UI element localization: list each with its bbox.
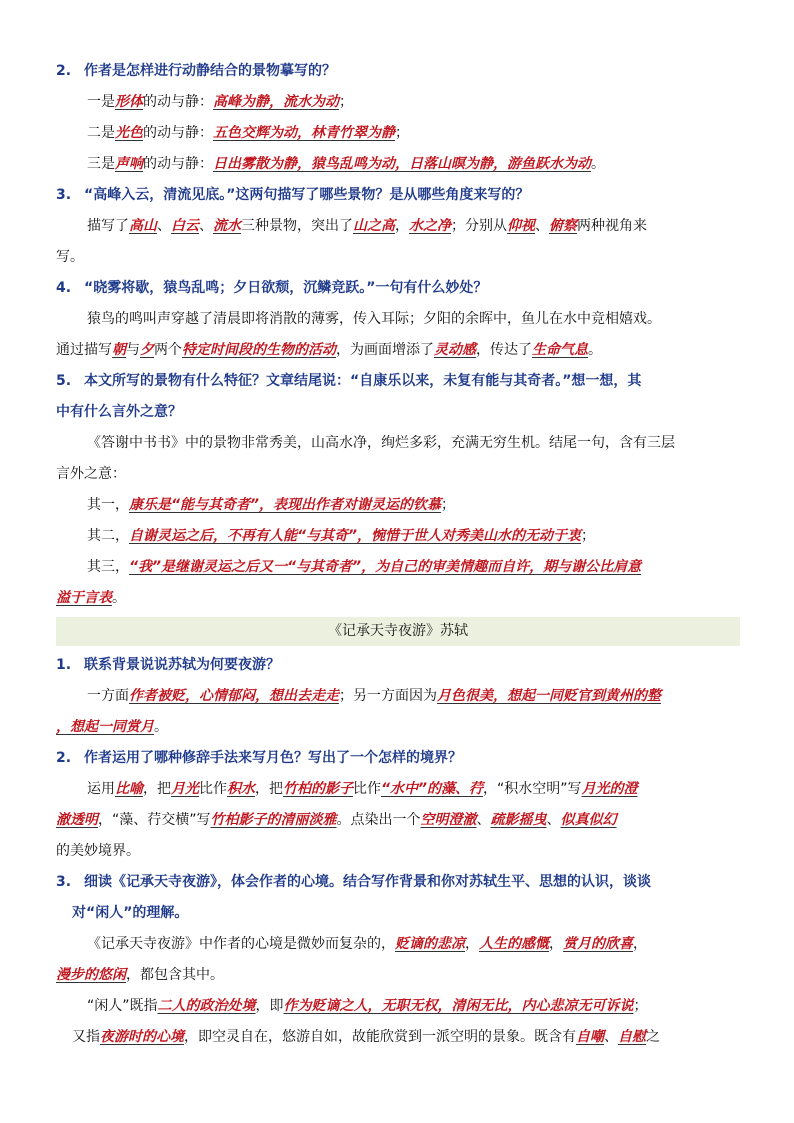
text-span: 、 — [476, 812, 491, 828]
answer-keyword: 比喻 — [115, 781, 143, 797]
text-span: 两个 — [154, 342, 182, 358]
question-s2-3-cont — [56, 898, 740, 929]
answer-keyword: 赏月的欣喜 — [563, 936, 633, 952]
answer-keyword: 人生的感慨 — [479, 936, 549, 952]
answer-5-line-2 — [56, 459, 740, 490]
answer-keyword: 自慰 — [618, 1029, 646, 1045]
text-span: 三是 — [87, 156, 115, 172]
text-span: 的动与静： — [143, 94, 213, 110]
answer-keyword: 空明澄澈 — [420, 812, 477, 828]
answer-s2-2-line-3 — [56, 836, 740, 867]
answer-keyword: 溢于言表 — [56, 590, 112, 606]
answer-keyword: 康乐是“能与其奇者”，表现出作者对谢灵运的钦慕 — [129, 497, 442, 513]
answer-keyword: 二人的政治处境 — [157, 998, 256, 1014]
text-span: 的美妙境界。 — [56, 843, 140, 859]
text-span: 联系背景说说苏轼为何要夜游？ — [84, 657, 280, 673]
question-5-cont — [56, 397, 740, 428]
text-span: ；另一方面因为 — [339, 688, 437, 704]
answer-5-point-2 — [56, 521, 740, 552]
text-span: 之 — [646, 1029, 660, 1045]
text-span: 、 — [535, 218, 549, 234]
answer-keyword: 月光的澄 — [581, 781, 638, 797]
answer-s2-3-line-4 — [56, 1022, 740, 1053]
text-span: 二是 — [87, 125, 115, 141]
answer-keyword: 俯察 — [549, 218, 577, 234]
text-span: 细读《记承天寺夜游》，体会作者的心境。结合写作背景和你对苏轼生平、思想的认识，谈谈 — [84, 874, 651, 890]
answer-keyword: “水中”的藻、荇 — [381, 781, 484, 797]
answer-keyword: 朝 — [112, 342, 126, 358]
answer-keyword: 疏影摇曳 — [490, 812, 547, 828]
answer-s2-2-line-2 — [56, 805, 740, 836]
answer-keyword: 澈透明 — [56, 812, 98, 828]
text-span: ， — [465, 936, 479, 952]
text-span: 、 — [604, 1029, 618, 1045]
section-title: 《记承天寺夜游》苏轼 — [328, 623, 468, 639]
question-s2-2 — [56, 743, 740, 774]
text-span: ； — [441, 497, 456, 513]
text-span: 比作 — [353, 781, 381, 797]
question-s2-3 — [56, 867, 740, 898]
answer-keyword: 流水 — [213, 218, 241, 234]
answer-keyword: 竹柏的影子 — [283, 781, 353, 797]
answer-keyword: 形体 — [115, 94, 143, 110]
answer-keyword: 水之净 — [409, 218, 451, 234]
answer-keyword: 山之高 — [353, 218, 395, 234]
text-span: 1. — [56, 657, 72, 673]
text-span: “高峰入云，清流见底。”这两句描写了哪些景物？是从哪些角度来写的？ — [84, 187, 530, 203]
text-span: 比作 — [199, 781, 227, 797]
question-5 — [56, 366, 740, 397]
text-span: 。 — [588, 342, 602, 358]
answer-5-point-1 — [56, 490, 740, 521]
answer-s2-1-line-1 — [56, 681, 740, 712]
answer-4-line-1 — [56, 304, 740, 335]
question-s2-1 — [56, 650, 740, 681]
text-span: 与 — [126, 342, 140, 358]
question-3 — [56, 180, 740, 211]
text-span: ，即 — [255, 998, 284, 1014]
text-span: 言外之意： — [56, 466, 126, 482]
text-span: ，把 — [143, 781, 171, 797]
text-span: 一方面 — [87, 688, 129, 704]
answer-keyword: 积水 — [227, 781, 255, 797]
text-span: ； — [395, 125, 409, 141]
text-span: 2. — [56, 750, 72, 766]
text-span: 2. — [56, 63, 72, 79]
answer-keyword: 月光 — [171, 781, 199, 797]
text-span: 中有什么言外之意？ — [56, 404, 182, 420]
text-span: “晓雾将歇，猿鸟乱鸣；夕日欲颓，沉鳞竞跃。”一句有什么妙处？ — [84, 280, 488, 296]
answer-keyword: 夕 — [140, 342, 154, 358]
answer-keyword: 仰视 — [507, 218, 535, 234]
answer-s2-3-line-2 — [56, 960, 740, 991]
answer-keyword: 作者被贬，心情郁闷，想出去走走 — [129, 688, 339, 704]
text-span: ； — [581, 528, 596, 544]
document-page — [56, 56, 740, 1053]
answer-keyword: 生命气息 — [532, 342, 588, 358]
section-title-bar — [56, 617, 740, 646]
answer-keyword: 声响 — [115, 156, 143, 172]
text-span: 又指 — [72, 1029, 100, 1045]
text-span: 三种景物，突出了 — [241, 218, 353, 234]
answer-5-line-1 — [56, 428, 740, 459]
text-span: ，把 — [255, 781, 283, 797]
answer-keyword: 特定时间段的生物的活动 — [182, 342, 336, 358]
question-4 — [56, 273, 740, 304]
text-span: ，为画面增添了 — [336, 342, 434, 358]
answer-keyword: 日出雾散为静，猿鸟乱鸣为动，日落山暝为静，游鱼跃水为动 — [213, 156, 591, 172]
question-2 — [56, 56, 740, 87]
answer-keyword: 漫步的悠闲 — [56, 967, 126, 983]
text-span: 其一， — [87, 497, 129, 513]
text-span: 。点染出一个 — [336, 812, 421, 828]
text-span: 其三， — [87, 559, 129, 575]
text-span: 作者是怎样进行动静结合的景物摹写的？ — [84, 63, 336, 79]
answer-keyword: 自嘲 — [576, 1029, 604, 1045]
text-span: 、 — [199, 218, 213, 234]
answer-keyword: 白云 — [171, 218, 199, 234]
answer-4-line-2 — [56, 335, 740, 366]
text-span: ； — [339, 94, 353, 110]
answer-keyword: “我”是继谢灵运之后又一“与其奇者”，为自己的审美情趣而自许，期与谢公比肩意 — [129, 559, 642, 575]
text-span: 5. — [56, 373, 72, 389]
answer-keyword: 高山 — [129, 218, 157, 234]
answer-keyword: 似真似幻 — [560, 812, 617, 828]
answer-s2-2-line-1 — [56, 774, 740, 805]
text-span: “闲人”既指 — [87, 998, 158, 1014]
text-span: ，都包含其中。 — [126, 967, 224, 983]
text-span: 、 — [546, 812, 561, 828]
text-span: 其二， — [87, 528, 129, 544]
text-span: 本文所写的景物有什么特征？文章结尾说：“自康乐以来，未复有能与其奇者。”想一想，其 — [84, 373, 642, 389]
answer-keyword: 五色交辉为动，林青竹翠为静 — [213, 125, 395, 141]
text-span: 。 — [112, 590, 126, 606]
text-span: 猿鸟的鸣叫声穿越了清晨即将消散的薄雾，传入耳际；夕阳的余晖中，鱼儿在水中竞相嬉戏。 — [87, 311, 661, 327]
text-span: 4. — [56, 280, 72, 296]
text-span: ；分别从 — [451, 218, 507, 234]
text-span: ， — [549, 936, 563, 952]
answer-keyword: 贬谪的悲凉 — [395, 936, 465, 952]
text-span: 《记承天寺夜游》中作者的心境是微妙而复杂的， — [87, 936, 395, 952]
text-span: 。 — [154, 719, 168, 735]
text-span: 运用 — [87, 781, 115, 797]
answer-keyword: 作为贬谪之人，无职无权，清闲无比，内心悲凉无可诉说 — [283, 998, 634, 1014]
text-span: ，“积水空明”写 — [483, 781, 582, 797]
text-span: ， — [633, 936, 647, 952]
text-span: 通过描写 — [56, 342, 112, 358]
answer-keyword: 夜游时的心境 — [100, 1029, 184, 1045]
answer-keyword: 光色 — [115, 125, 143, 141]
text-span: 。 — [591, 156, 605, 172]
text-span: 《答谢中书书》中的景物非常秀美，山高水净，绚烂多彩，充满无穷生机。结尾一句，含有三层 — [87, 435, 675, 451]
answer-s2-1-line-2 — [56, 712, 740, 743]
answer-keyword: ，想起一同赏月 — [56, 719, 154, 735]
answer-s2-3-line-1 — [56, 929, 740, 960]
text-span: 3. — [56, 874, 72, 890]
answer-keyword: 竹柏影子的清丽淡雅 — [210, 812, 337, 828]
text-span: 的动与静： — [143, 156, 213, 172]
answer-keyword: 灵动感 — [434, 342, 476, 358]
text-span: 写。 — [56, 249, 84, 265]
text-span: ，即空灵自在，悠游自如，故能欣赏到一派空明的景象。既含有 — [184, 1029, 576, 1045]
text-span: 两种视角来 — [577, 218, 647, 234]
text-span: 的动与静： — [143, 125, 213, 141]
answer-row-2 — [56, 118, 740, 149]
answer-5-point-3-cont — [56, 583, 740, 614]
text-span: 一是 — [87, 94, 115, 110]
text-span: 作者运用了哪种修辞手法来写月色？写出了一个怎样的境界？ — [84, 750, 462, 766]
answer-row-1 — [56, 87, 740, 118]
text-span: 、 — [157, 218, 171, 234]
text-span: ，“藻、荇交横”写 — [98, 812, 211, 828]
answer-keyword: 月色很美，想起一同贬官到黄州的整 — [437, 688, 661, 704]
text-span: 3. — [56, 187, 72, 203]
text-span: ； — [633, 998, 648, 1014]
text-span: 对“闲人”的理解。 — [72, 905, 189, 921]
text-span: 描写了 — [87, 218, 129, 234]
answer-3-line-2 — [56, 242, 740, 273]
answer-keyword: 高峰为静，流水为动 — [213, 94, 339, 110]
text-span: ， — [395, 218, 409, 234]
answer-row-3 — [56, 149, 740, 180]
text-span: ，传达了 — [476, 342, 532, 358]
answer-keyword: 自谢灵运之后，不再有人能“与其奇”，惋惜于世人对秀美山水的无动于衷 — [129, 528, 582, 544]
answer-s2-3-line-3 — [56, 991, 740, 1022]
answer-5-point-3 — [56, 552, 740, 583]
answer-3-line-1 — [56, 211, 740, 242]
